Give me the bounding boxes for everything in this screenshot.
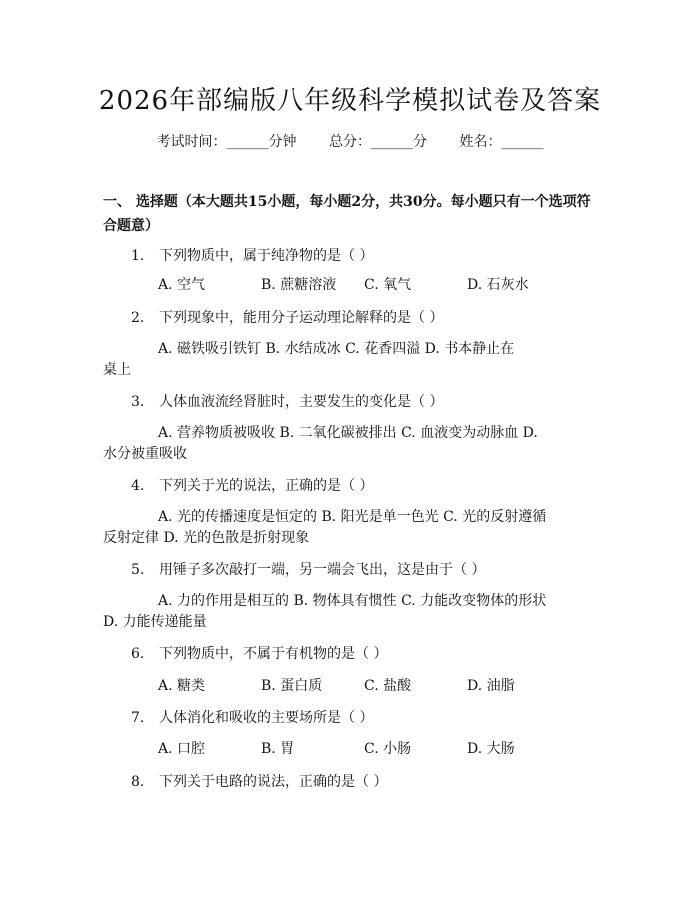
option-a: A. 糖类 xyxy=(158,678,206,694)
option-a: A. 空气 xyxy=(158,277,206,293)
question-2-options xyxy=(103,339,603,381)
options-line-1: A. 力的作用是相互的 B. 物体具有惯性 C. 力能改变物体的形状 xyxy=(158,593,547,609)
question-text: 下列现象中，能用分子运动理论解释的是（ ） xyxy=(159,310,444,326)
question-5-options xyxy=(103,591,603,633)
question-7 xyxy=(103,707,603,729)
question-number: 8. xyxy=(131,774,145,790)
option-d: D. 石灰水 xyxy=(467,277,529,293)
option-c: C. 氧气 xyxy=(364,277,412,293)
options-line-2: D. 力能传递能量 xyxy=(103,614,207,630)
question-1-options xyxy=(103,275,603,296)
option-b: B. 蔗糖溶液 xyxy=(261,277,337,293)
question-3-options xyxy=(103,423,603,465)
option-c: C. 小肠 xyxy=(364,741,412,757)
exam-meta xyxy=(0,131,700,151)
question-text: 人体血液流经肾脏时，主要发生的变化是（ ） xyxy=(159,394,444,410)
question-3 xyxy=(103,391,603,413)
question-number: 6. xyxy=(131,646,145,662)
question-number: 7. xyxy=(131,710,145,726)
total-score: 总分：______分 xyxy=(329,134,427,150)
options-line-2: 桌上 xyxy=(103,362,131,378)
option-b: B. 蛋白质 xyxy=(261,678,323,694)
option-c: C. 盐酸 xyxy=(364,678,412,694)
options-line-2: 水分被重吸收 xyxy=(103,446,187,462)
question-number: 3. xyxy=(131,394,145,410)
options-line-1: A. 磁铁吸引铁钉 B. 水结成冰 C. 花香四溢 D. 书本静止在 xyxy=(158,341,515,357)
question-4 xyxy=(103,475,603,497)
question-text: 用锤子多次敲打一端，另一端会飞出，这是由于（ ） xyxy=(159,562,486,578)
question-6 xyxy=(103,643,603,665)
student-name: 姓名：______ xyxy=(459,134,544,150)
question-8 xyxy=(103,771,603,793)
question-1 xyxy=(103,245,603,267)
question-text: 下列物质中，属于纯净物的是（ ） xyxy=(159,248,374,264)
question-number: 4. xyxy=(131,478,145,494)
page-title: 2026年部编版八年级科学模拟试卷及答案 xyxy=(98,86,602,116)
question-text: 下列关于光的说法，正确的是（ ） xyxy=(159,478,374,494)
question-text: 下列关于电路的说法，正确的是（ ） xyxy=(159,774,388,790)
option-d: D. 大肠 xyxy=(467,741,515,757)
question-number: 5. xyxy=(131,562,145,578)
question-2 xyxy=(103,307,603,329)
section-heading: 一、 选择题（本大题共15小题，每小题2分，共30分。每小题只有一个选项符合题意） xyxy=(103,194,591,234)
options-line-1: A. 光的传播速度是恒定的 B. 阳光是单一色光 C. 光的反射遵循 xyxy=(158,509,547,525)
question-6-options xyxy=(103,676,603,697)
option-d: D. 油脂 xyxy=(467,678,515,694)
question-number: 1. xyxy=(131,248,145,264)
question-text: 人体消化和吸收的主要场所是（ ） xyxy=(159,710,374,726)
options-line-1: A. 营养物质被吸收 B. 二氧化碳被排出 C. 血液变为动脉血 D. xyxy=(158,425,538,441)
question-7-options xyxy=(103,739,603,760)
option-a: A. 口腔 xyxy=(158,741,206,757)
option-b: B. 胃 xyxy=(261,741,295,757)
exam-time: 考试时间：______分钟 xyxy=(156,134,297,150)
question-text: 下列物质中，不属于有机物的是（ ） xyxy=(159,646,388,662)
options-line-2: 反射定律 D. 光的色散是折射现象 xyxy=(103,530,310,546)
question-5 xyxy=(103,559,603,581)
question-4-options xyxy=(103,507,603,549)
question-number: 2. xyxy=(131,310,145,326)
